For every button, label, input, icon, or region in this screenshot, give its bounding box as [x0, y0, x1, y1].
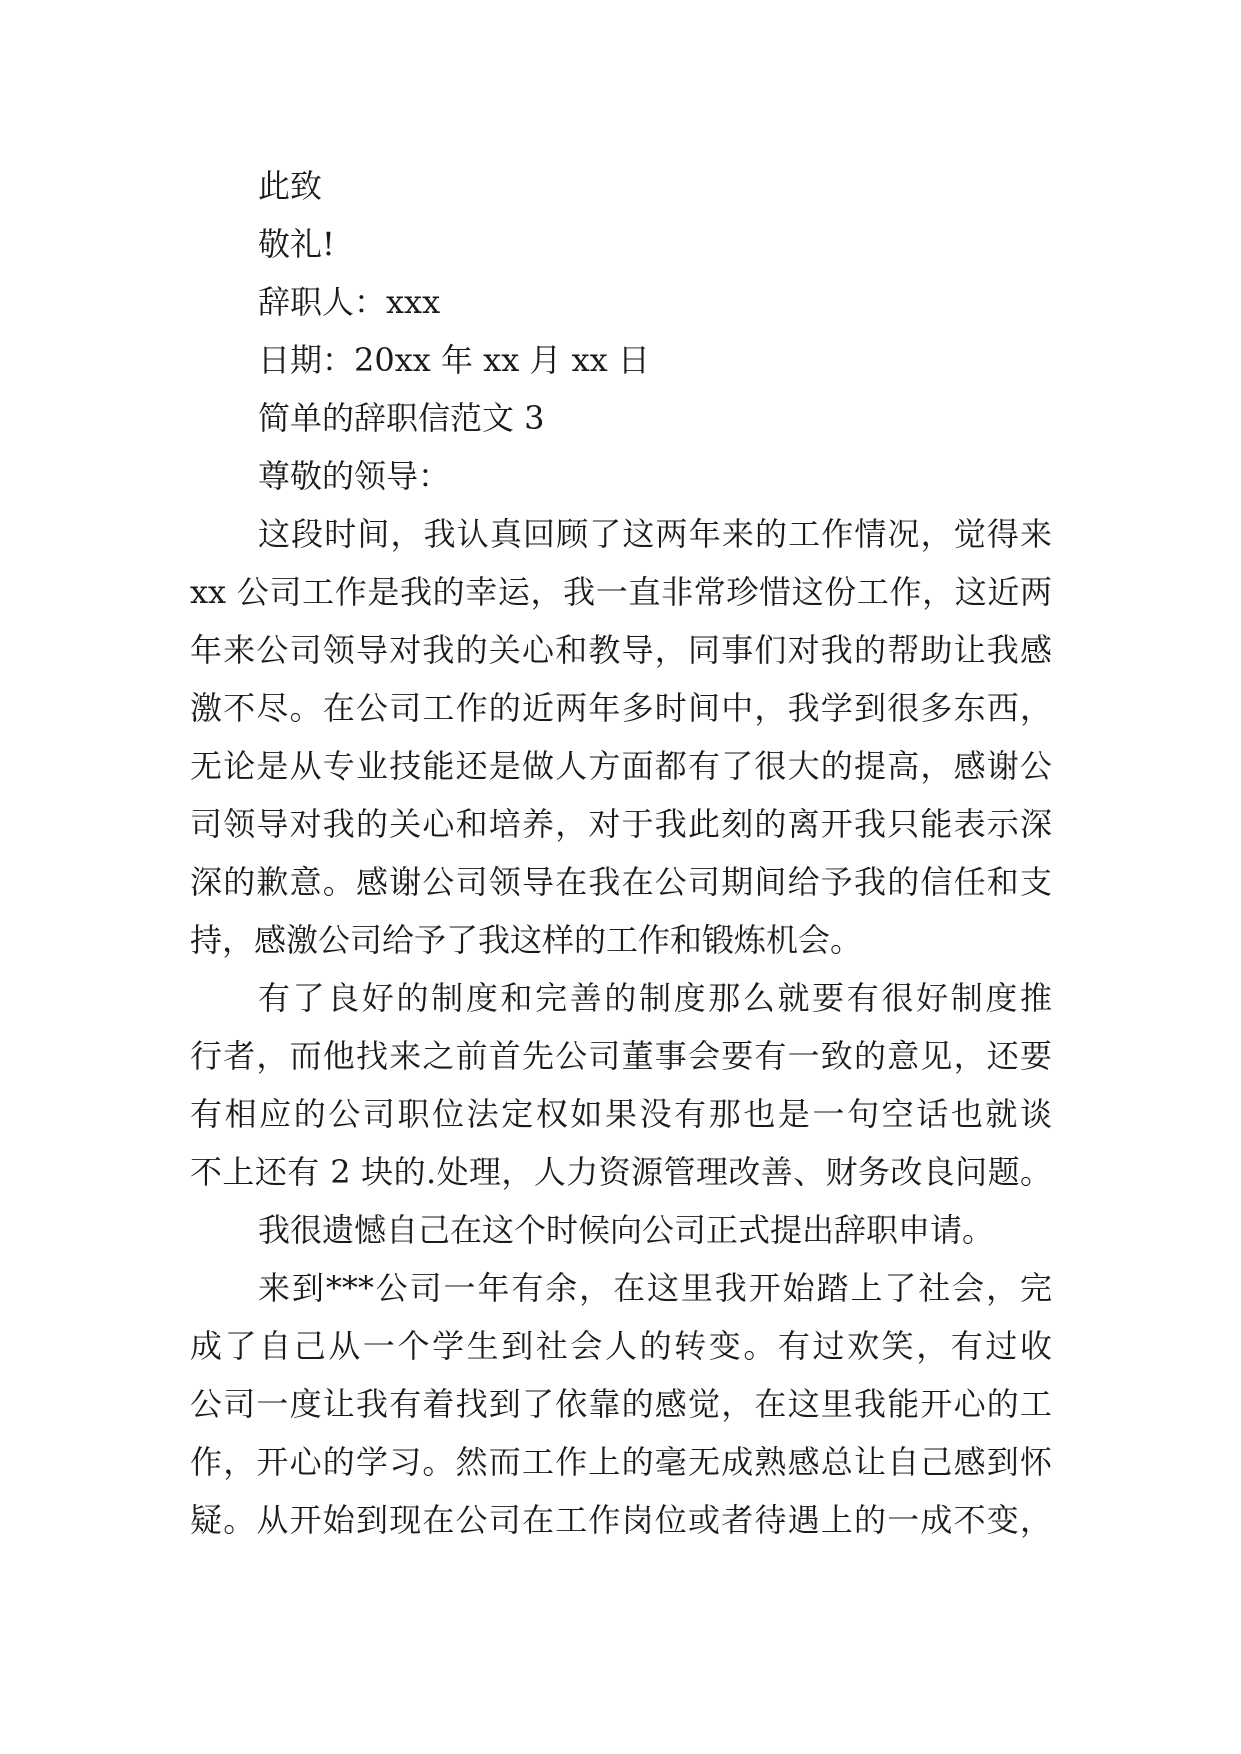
paragraph-4-line: 公司一度让我有着找到了依靠的感觉，在这里我能开心的工	[190, 1385, 1052, 1423]
paragraph-2-line: 有了良好的制度和完善的制度那么就要有很好制度推	[258, 979, 1052, 1017]
paragraph-1-line: 年来公司领导对我的关心和教导，同事们对我的帮助让我感	[190, 631, 1052, 669]
paragraph-1-line: 司领导对我的关心和培养，对于我此刻的离开我只能表示深	[190, 805, 1052, 843]
paragraph-1-line: 持，感激公司给予了我这样的工作和锻炼机会。	[190, 921, 863, 959]
paragraph-1-line: 无论是从专业技能还是做人方面都有了很大的提高，感谢公	[190, 747, 1052, 785]
paragraph-4-line: 作，开心的学习。然而工作上的毫无成熟感总让自己感到怀	[190, 1443, 1052, 1481]
paragraph-2-line: 有相应的公司职位法定权如果没有那也是一句空话也就谈	[190, 1095, 1052, 1133]
paragraph-1-line: 深的歉意。感谢公司领导在我在公司期间给予我的信任和支	[190, 863, 1052, 901]
paragraph-4-line: 疑。从开始到现在公司在工作岗位或者待遇上的一成不变，	[190, 1501, 1052, 1539]
section-heading: 简单的辞职信范文 3	[258, 399, 545, 437]
closing-salutation: 此致	[258, 167, 323, 205]
paragraph-4-line: 成了自己从一个学生到社会人的转变。有过欢笑，有过收	[190, 1327, 1052, 1365]
date-line: 日期：20xx 年 xx 月 xx 日	[258, 341, 650, 379]
letter-greeting: 尊敬的领导：	[258, 457, 451, 495]
paragraph-2-line: 不上还有 2 块的.处理，人力资源管理改善、财务改良问题。	[190, 1153, 1052, 1191]
closing-regards: 敬礼!	[258, 225, 335, 263]
paragraph-1-line: 激不尽。在公司工作的近两年多时间中，我学到很多东西，	[190, 689, 1052, 727]
signer-line: 辞职人：xxx	[258, 283, 441, 321]
paragraph-1-line: 这段时间，我认真回顾了这两年来的工作情况，觉得来	[258, 515, 1052, 553]
paragraph-2-line: 行者，而他找来之前首先公司董事会要有一致的意见，还要	[190, 1037, 1052, 1075]
paragraph-4-line: 来到***公司一年有余，在这里我开始踏上了社会，完	[258, 1269, 1052, 1307]
paragraph-3: 我很遗憾自己在这个时候向公司正式提出辞职申请。	[258, 1211, 995, 1249]
paragraph-1-line: xx 公司工作是我的幸运，我一直非常珍惜这份工作，这近两	[190, 573, 1052, 611]
